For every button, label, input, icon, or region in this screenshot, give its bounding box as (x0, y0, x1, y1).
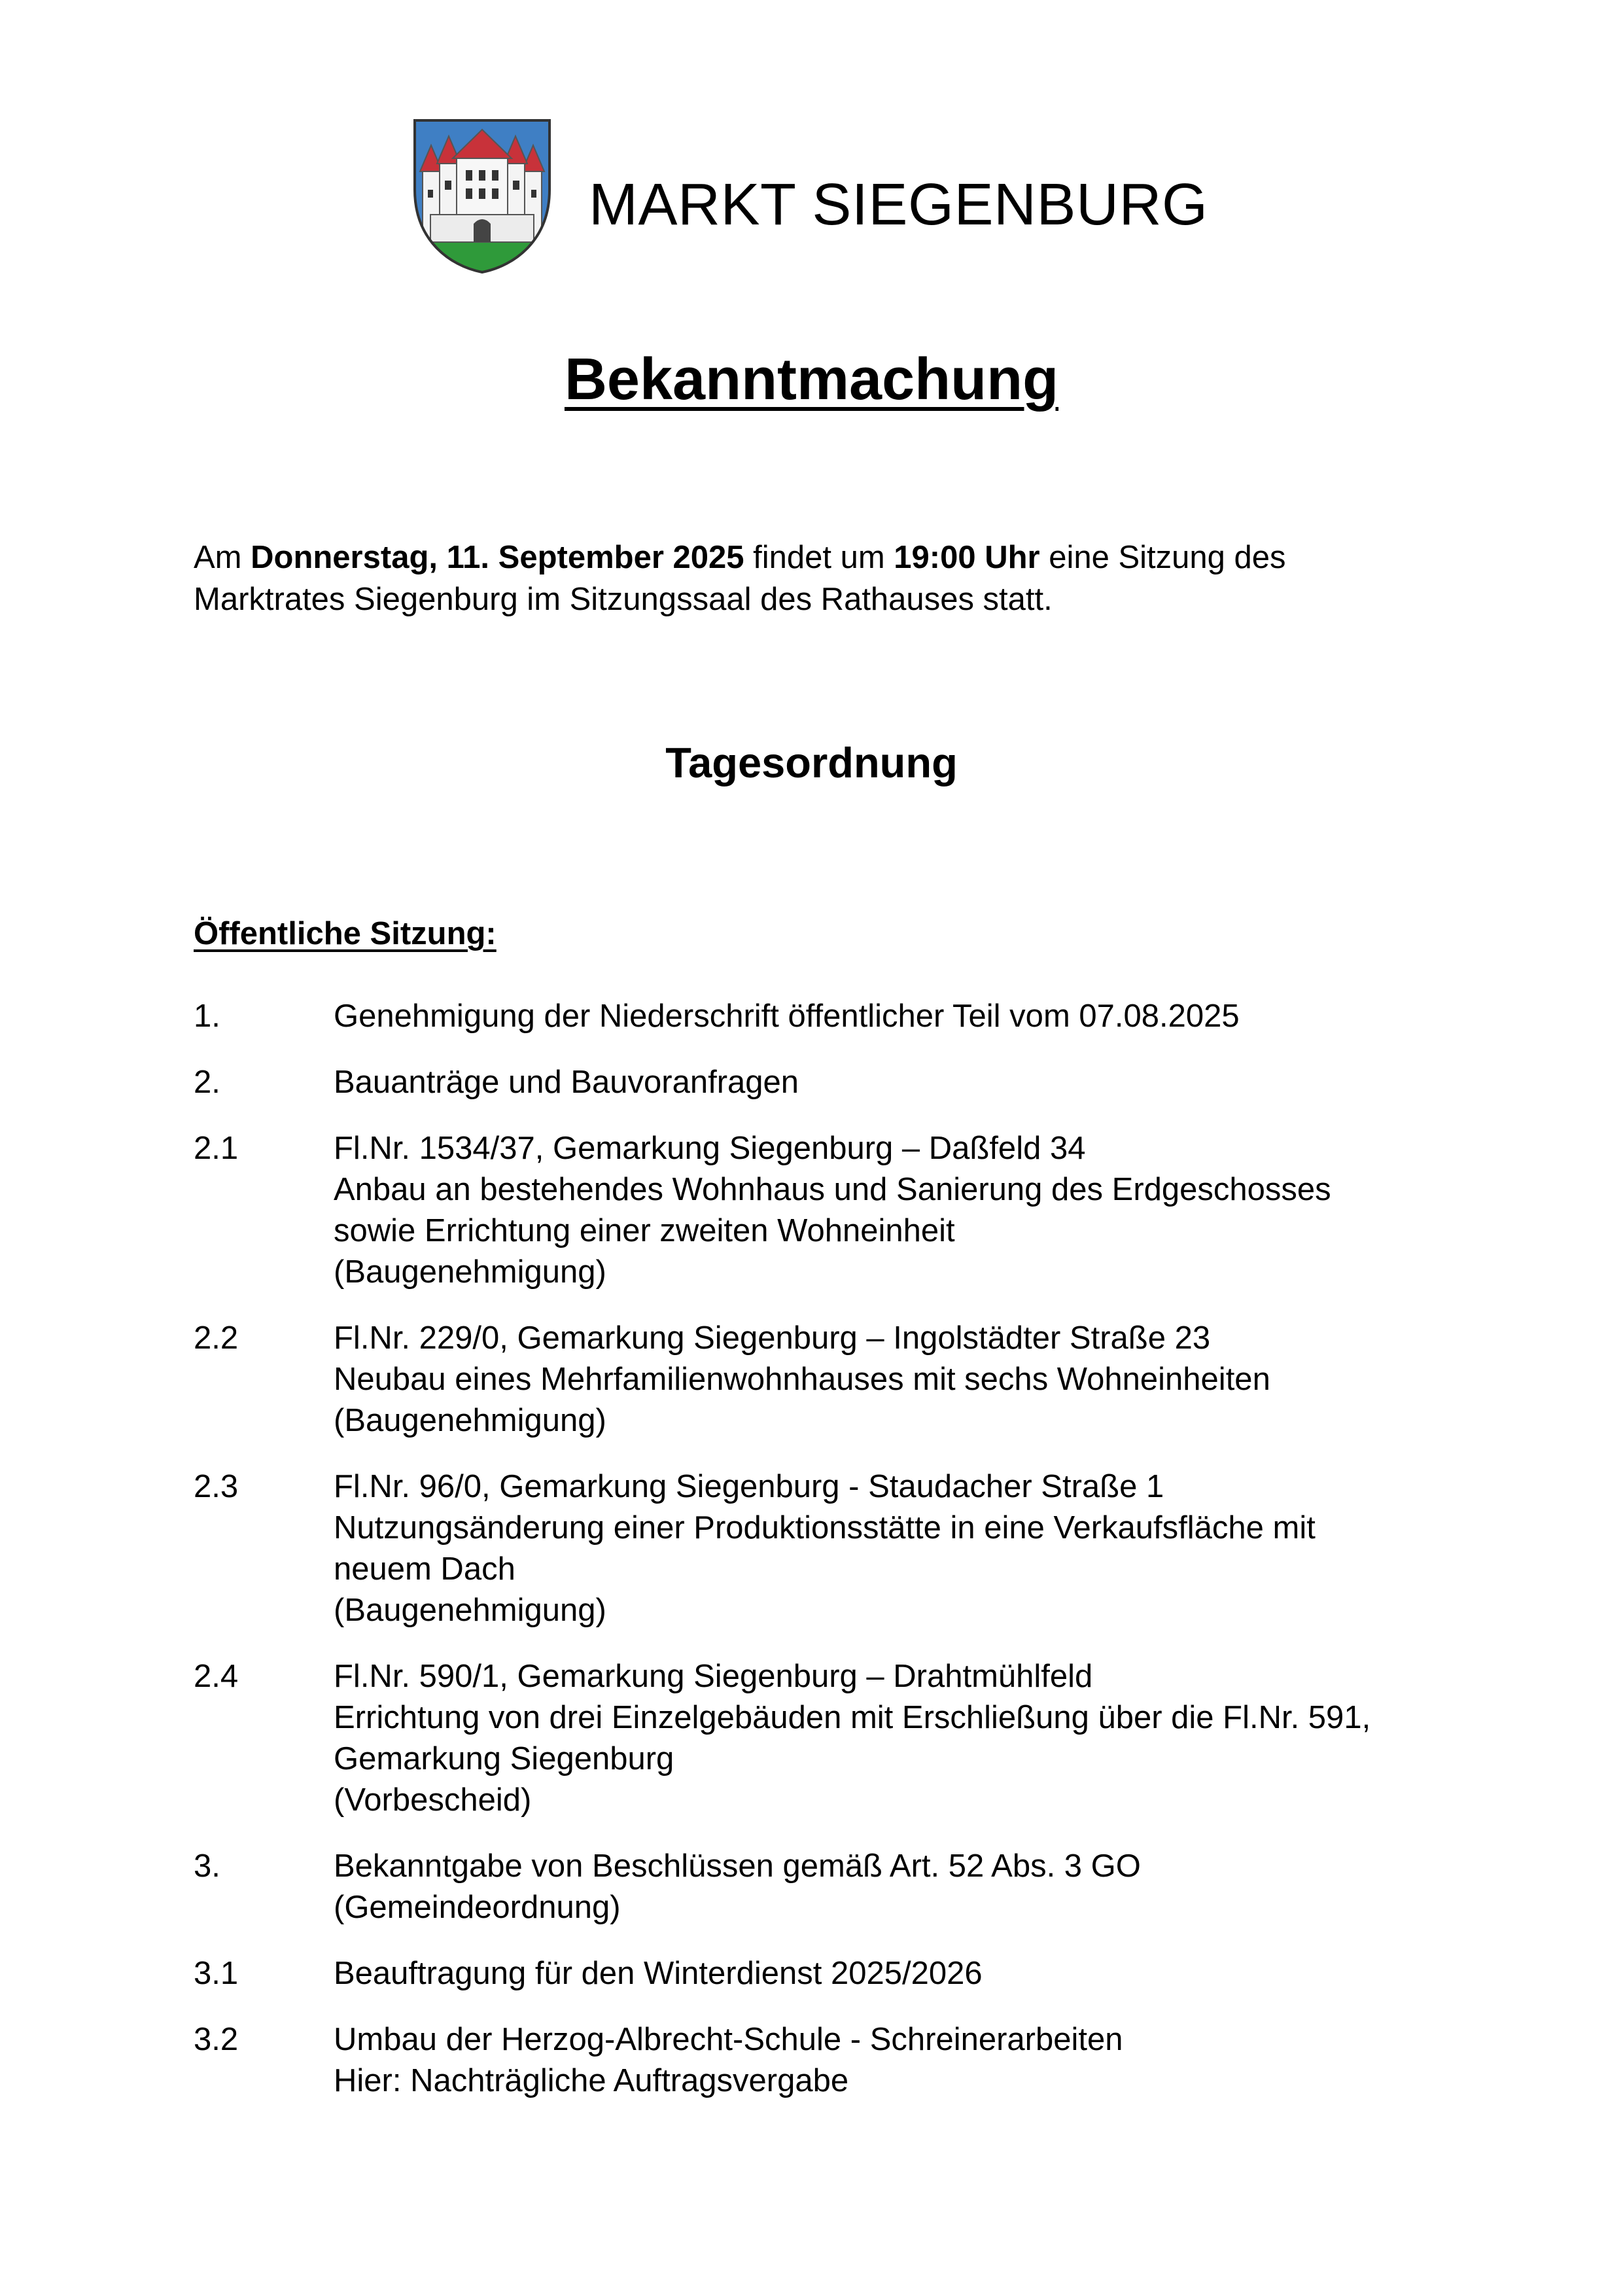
agenda-item-line: (Baugenehmigung) (334, 1254, 606, 1290)
meeting-date: Donnerstag, 11. September 2025 (251, 540, 744, 575)
agenda-item-body (334, 996, 1469, 1037)
agenda-item-line: Genehmigung der Niederschrift öffentlicher Teil vom 07.08.2025 (334, 998, 1240, 1034)
agenda-title: Tagesordnung (665, 739, 958, 786)
agenda-item-body (334, 2019, 1469, 2102)
intro-text-4: Marktrates Siegenburg im Sitzungssaal des Rathauses statt. (194, 582, 1053, 617)
agenda-item-body (334, 1846, 1469, 1928)
agenda-item-body (334, 1953, 1469, 1994)
agenda-item-number: 1. (194, 998, 220, 1034)
agenda-item-line: neuem Dach (334, 1551, 515, 1587)
agenda-item (194, 1846, 1469, 1928)
agenda-item-line: Fl.Nr. 96/0, Gemarkung Siegenburg - Staudacher Straße 1 (334, 1469, 1164, 1504)
agenda-item-line: Bekanntgabe von Beschlüssen gemäß Art. 52 Abs. 3 GO (334, 1848, 1141, 1884)
agenda-item-number: 2.3 (194, 1469, 239, 1504)
agenda-item-line: Hier: Nachträgliche Auftragsvergabe (334, 2063, 849, 2098)
agenda-item (194, 1953, 1469, 1994)
agenda-item (194, 996, 1469, 1037)
agenda-item-number: 3. (194, 1848, 220, 1884)
agenda-item-line: Bauanträge und Bauvoranfragen (334, 1065, 799, 1100)
agenda-item-line: Beauftragung für den Winterdienst 2025/2026 (334, 1956, 983, 1991)
agenda-item-line: Anbau an bestehendes Wohnhaus und Sanierung des Erdgeschosses (334, 1172, 1331, 1207)
agenda-item-line: Fl.Nr. 1534/37, Gemarkung Siegenburg – Daßfeld 34 (334, 1131, 1086, 1166)
agenda-item-line: (Vorbescheid) (334, 1782, 532, 1818)
agenda-item-line: Neubau eines Mehrfamilienwohnhauses mit sechs Wohneinheiten (334, 1362, 1270, 1397)
agenda-item-number: 2.1 (194, 1131, 239, 1166)
org-name: MARKT SIEGENBURG (589, 172, 1208, 238)
agenda-list (194, 996, 1469, 2127)
meeting-time: 19:00 Uhr (894, 540, 1040, 575)
agenda-item (194, 1656, 1469, 1821)
agenda-item (194, 1318, 1469, 1441)
coat-of-arms-icon (411, 116, 553, 275)
agenda-item-body (334, 1656, 1469, 1821)
document-title (0, 347, 1623, 412)
agenda-item-line: Fl.Nr. 590/1, Gemarkung Siegenburg – Drahtmühlfeld (334, 1659, 1093, 1694)
agenda-item-number: 3.2 (194, 2022, 239, 2057)
intro-text-3: eine Sitzung des (1039, 540, 1286, 575)
agenda-item-number: 2.2 (194, 1320, 239, 1356)
agenda-item-line: (Baugenehmigung) (334, 1593, 606, 1628)
intro-text-1: Am (194, 540, 251, 575)
agenda-item (194, 2019, 1469, 2102)
agenda-item-line: Gemarkung Siegenburg (334, 1741, 674, 1776)
agenda-item-line: Fl.Nr. 229/0, Gemarkung Siegenburg – Ingolstädter Straße 23 (334, 1320, 1211, 1356)
section-title: Öffentliche Sitzung: (194, 916, 497, 951)
agenda-item-line: Umbau der Herzog-Albrecht-Schule - Schreinerarbeiten (334, 2022, 1123, 2057)
agenda-item-line: (Gemeindeordnung) (334, 1890, 621, 1925)
document-title-text: Bekanntmachung (564, 347, 1059, 412)
agenda-item (194, 1466, 1469, 1631)
agenda-item (194, 1128, 1469, 1293)
agenda-item-line: (Baugenehmigung) (334, 1403, 606, 1438)
agenda-item-body (334, 1062, 1469, 1103)
intro-text-2: findet um (744, 540, 894, 575)
agenda-item-number: 3.1 (194, 1956, 239, 1991)
agenda-item-line: sowie Errichtung einer zweiten Wohneinheit (334, 1213, 955, 1248)
agenda-item (194, 1062, 1469, 1103)
agenda-item-body (334, 1128, 1469, 1293)
agenda-item-number: 2. (194, 1065, 220, 1100)
agenda-item-body (334, 1318, 1469, 1441)
agenda-item-body (334, 1466, 1469, 1631)
intro-paragraph (194, 537, 1437, 620)
agenda-item-line: Nutzungsänderung einer Produktionsstätte in eine Verkaufsfläche mit (334, 1510, 1316, 1545)
agenda-item-number: 2.4 (194, 1659, 239, 1694)
agenda-item-line: Errichtung von drei Einzelgebäuden mit Erschließung über die Fl.Nr. 591, (334, 1700, 1371, 1735)
